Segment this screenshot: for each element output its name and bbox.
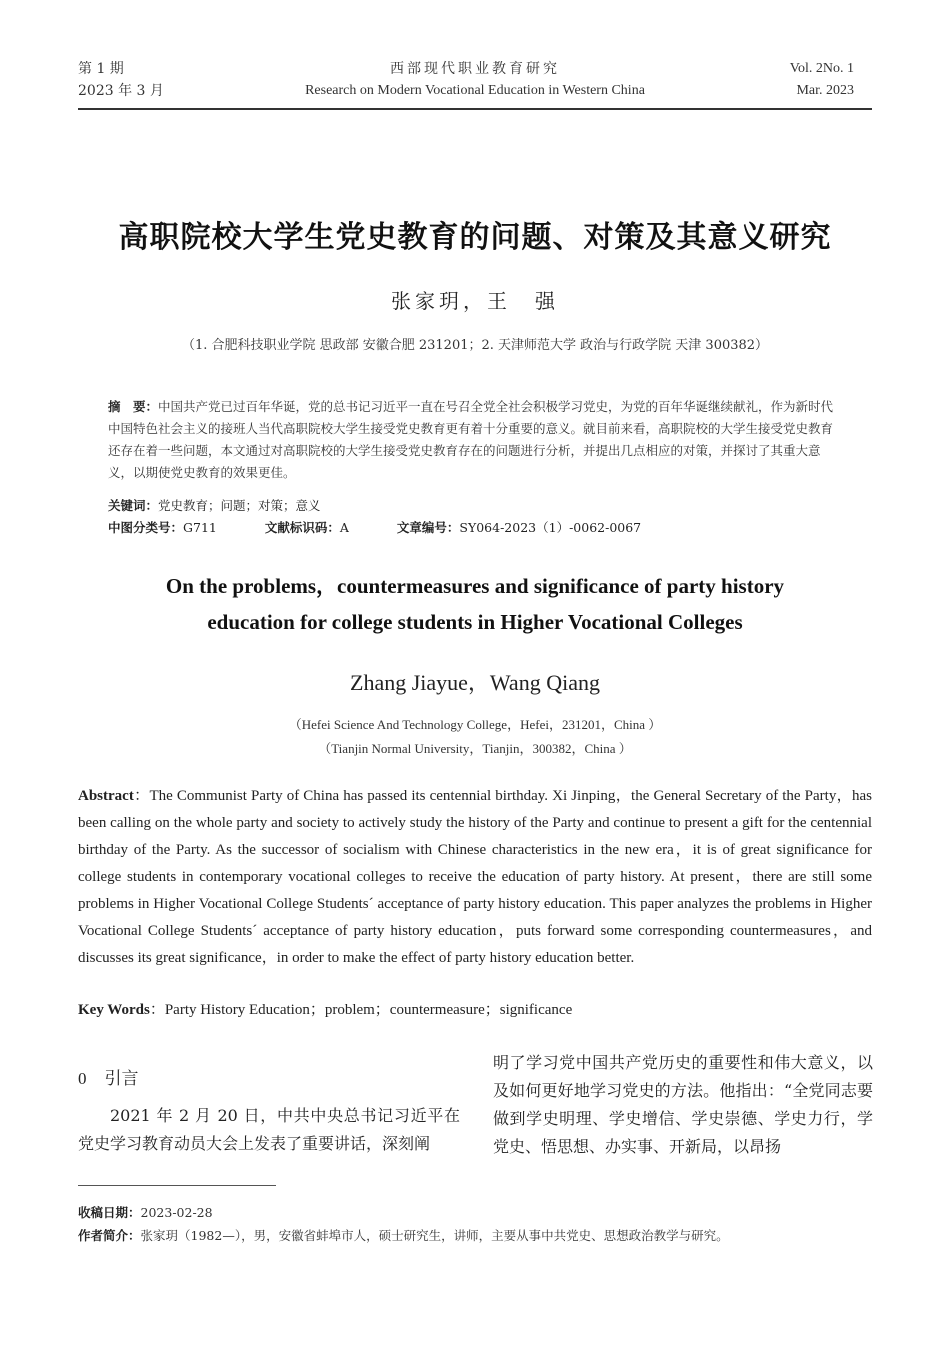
body-column-left: 2021 年 2 月 20 日，中共中央总书记习近平在党史学习教育动员大会上发表了重要讲话，深刻阐	[78, 1106, 460, 1153]
doc-code-label: 文献标识码：	[264, 520, 340, 535]
body-column-right: 明了学习党中国共产党历史的重要性和伟大意义，以及如何更好地学习党史的方法。他指出：“全党同志要做到学史明理、学史增信、学史崇德、学史力行，学党史、悟思想、办实事、开新局，以昂扬	[493, 1053, 873, 1156]
abstract-en	[78, 783, 872, 972]
keywords-cn-label: 关键词：	[108, 498, 159, 513]
abstract-en-text: The Communist Party of China has passed its centennial birthday. Xi Jinping，the General Secretary of the Party，has been calling on the whole party and society to actively study the history of the Party and continue to present a gift for the centennial birthday of the Party. As the successor of socialism with Chinese characteristics in the new era，it is of great significance for college students in contemporary vocational colleges to receive the education of party history. At present，there are still some problems in Higher Vocational College Students´ acceptance of party history education. This paper analyzes the problems in Higher Vocational College Students´ acceptance of party history education，puts forward some corresponding countermeasures，and discusses its great significance，in order to make the effect of party history education better.	[78, 788, 872, 966]
author-bio-label: 作者简介：	[78, 1228, 141, 1243]
paper-title-cn: 高职院校大学生党史教育的问题、对策及其意义研究	[118, 220, 832, 255]
paper-title-en	[0, 568, 950, 640]
article-number-label: 文章编号：	[396, 520, 460, 535]
author-bio-note	[78, 1226, 878, 1246]
keywords-en-label: Key Words	[78, 1002, 150, 1018]
abstract-cn-label: 摘 要：	[108, 399, 159, 414]
section-heading	[78, 1064, 139, 1089]
header-rule	[78, 108, 872, 110]
affiliation-en-2: （Tianjin Normal University，Tianjin，300382，China ）	[318, 741, 632, 756]
abstract-en-sep: ：	[133, 788, 150, 804]
keywords-cn	[108, 496, 843, 516]
paper-title-en-line-2: education for college students in Higher Vocational Colleges	[207, 610, 743, 634]
issue-number: 第 1 期	[78, 61, 124, 77]
running-header-center	[220, 58, 730, 102]
footnote-rule	[78, 1185, 276, 1186]
keywords-cn-text: 党史教育；问题；对策；意义	[158, 498, 321, 513]
abstract-en-label: Abstract	[78, 788, 134, 804]
clc-label: 中图分类号：	[108, 520, 184, 535]
received-date-label: 收稿日期：	[78, 1205, 141, 1220]
doc-code-value: A	[339, 520, 349, 535]
received-date-value: 2023-02-28	[140, 1205, 213, 1220]
journal-name-cn: 西部现代职业教育研究	[390, 61, 560, 77]
abstract-cn-text: 中国共产党已过百年华诞，党的总书记习近平一直在号召全党全社会积极学习党史，为党的百年华诞继续献礼，作为新时代中国特色社会主义的接班人当代高职院校大学生接受党史教育更有着十分重要的意义。就目前来看，高职院校的大学生接受党史教育还存在着一些问题，本文通过对高职院校的大学生接受党史教育存在的问题进行分析，并提出几点相应的对策，并探讨了其重大意义，以期使党史教育的效果更佳。	[108, 399, 834, 480]
classification-row	[108, 518, 685, 538]
affiliation-cn: （1. 合肥科技职业学院 思政部 安徽合肥 231201；2. 天津师范大学 政治与行政学院 天津 300382）	[181, 338, 769, 353]
authors-cn: 张家玥，王 强	[391, 289, 559, 313]
section-number: 0	[78, 1069, 87, 1088]
issue-date-cn: 2023 年 3 月	[78, 83, 164, 99]
authors-en: Zhang Jiayue，Wang Qiang	[350, 670, 600, 695]
abstract-cn	[108, 396, 843, 484]
paper-title-en-line-1: On the problems，countermeasures and significance of party history	[165, 574, 785, 598]
clc-value: G711	[183, 520, 217, 535]
keywords-en-text: Party History Education；problem；countermeasure；significance	[164, 1002, 573, 1018]
received-date-note	[78, 1203, 878, 1223]
keywords-en	[78, 997, 872, 1024]
journal-name-en: Research on Modern Vocational Education in Western China	[305, 83, 645, 98]
running-header-left	[78, 58, 164, 102]
keywords-en-sep: ：	[149, 1002, 165, 1018]
author-bio-value: 张家玥（1982—），男，安徽省蚌埠市人，硕士研究生，讲师，主要从事中共党史、思想政治教学与研究。	[140, 1228, 729, 1243]
volume-number: Vol. 2No. 1	[789, 61, 854, 76]
affiliation-en-1: （Hefei Science And Technology College，Hefei，231201，China ）	[288, 717, 662, 732]
issue-date-en: Mar. 2023	[796, 83, 854, 98]
running-header-right	[790, 58, 854, 102]
article-number-value: SY064-2023（1）-0062-0067	[459, 520, 642, 535]
section-title: 引言	[104, 1069, 139, 1089]
